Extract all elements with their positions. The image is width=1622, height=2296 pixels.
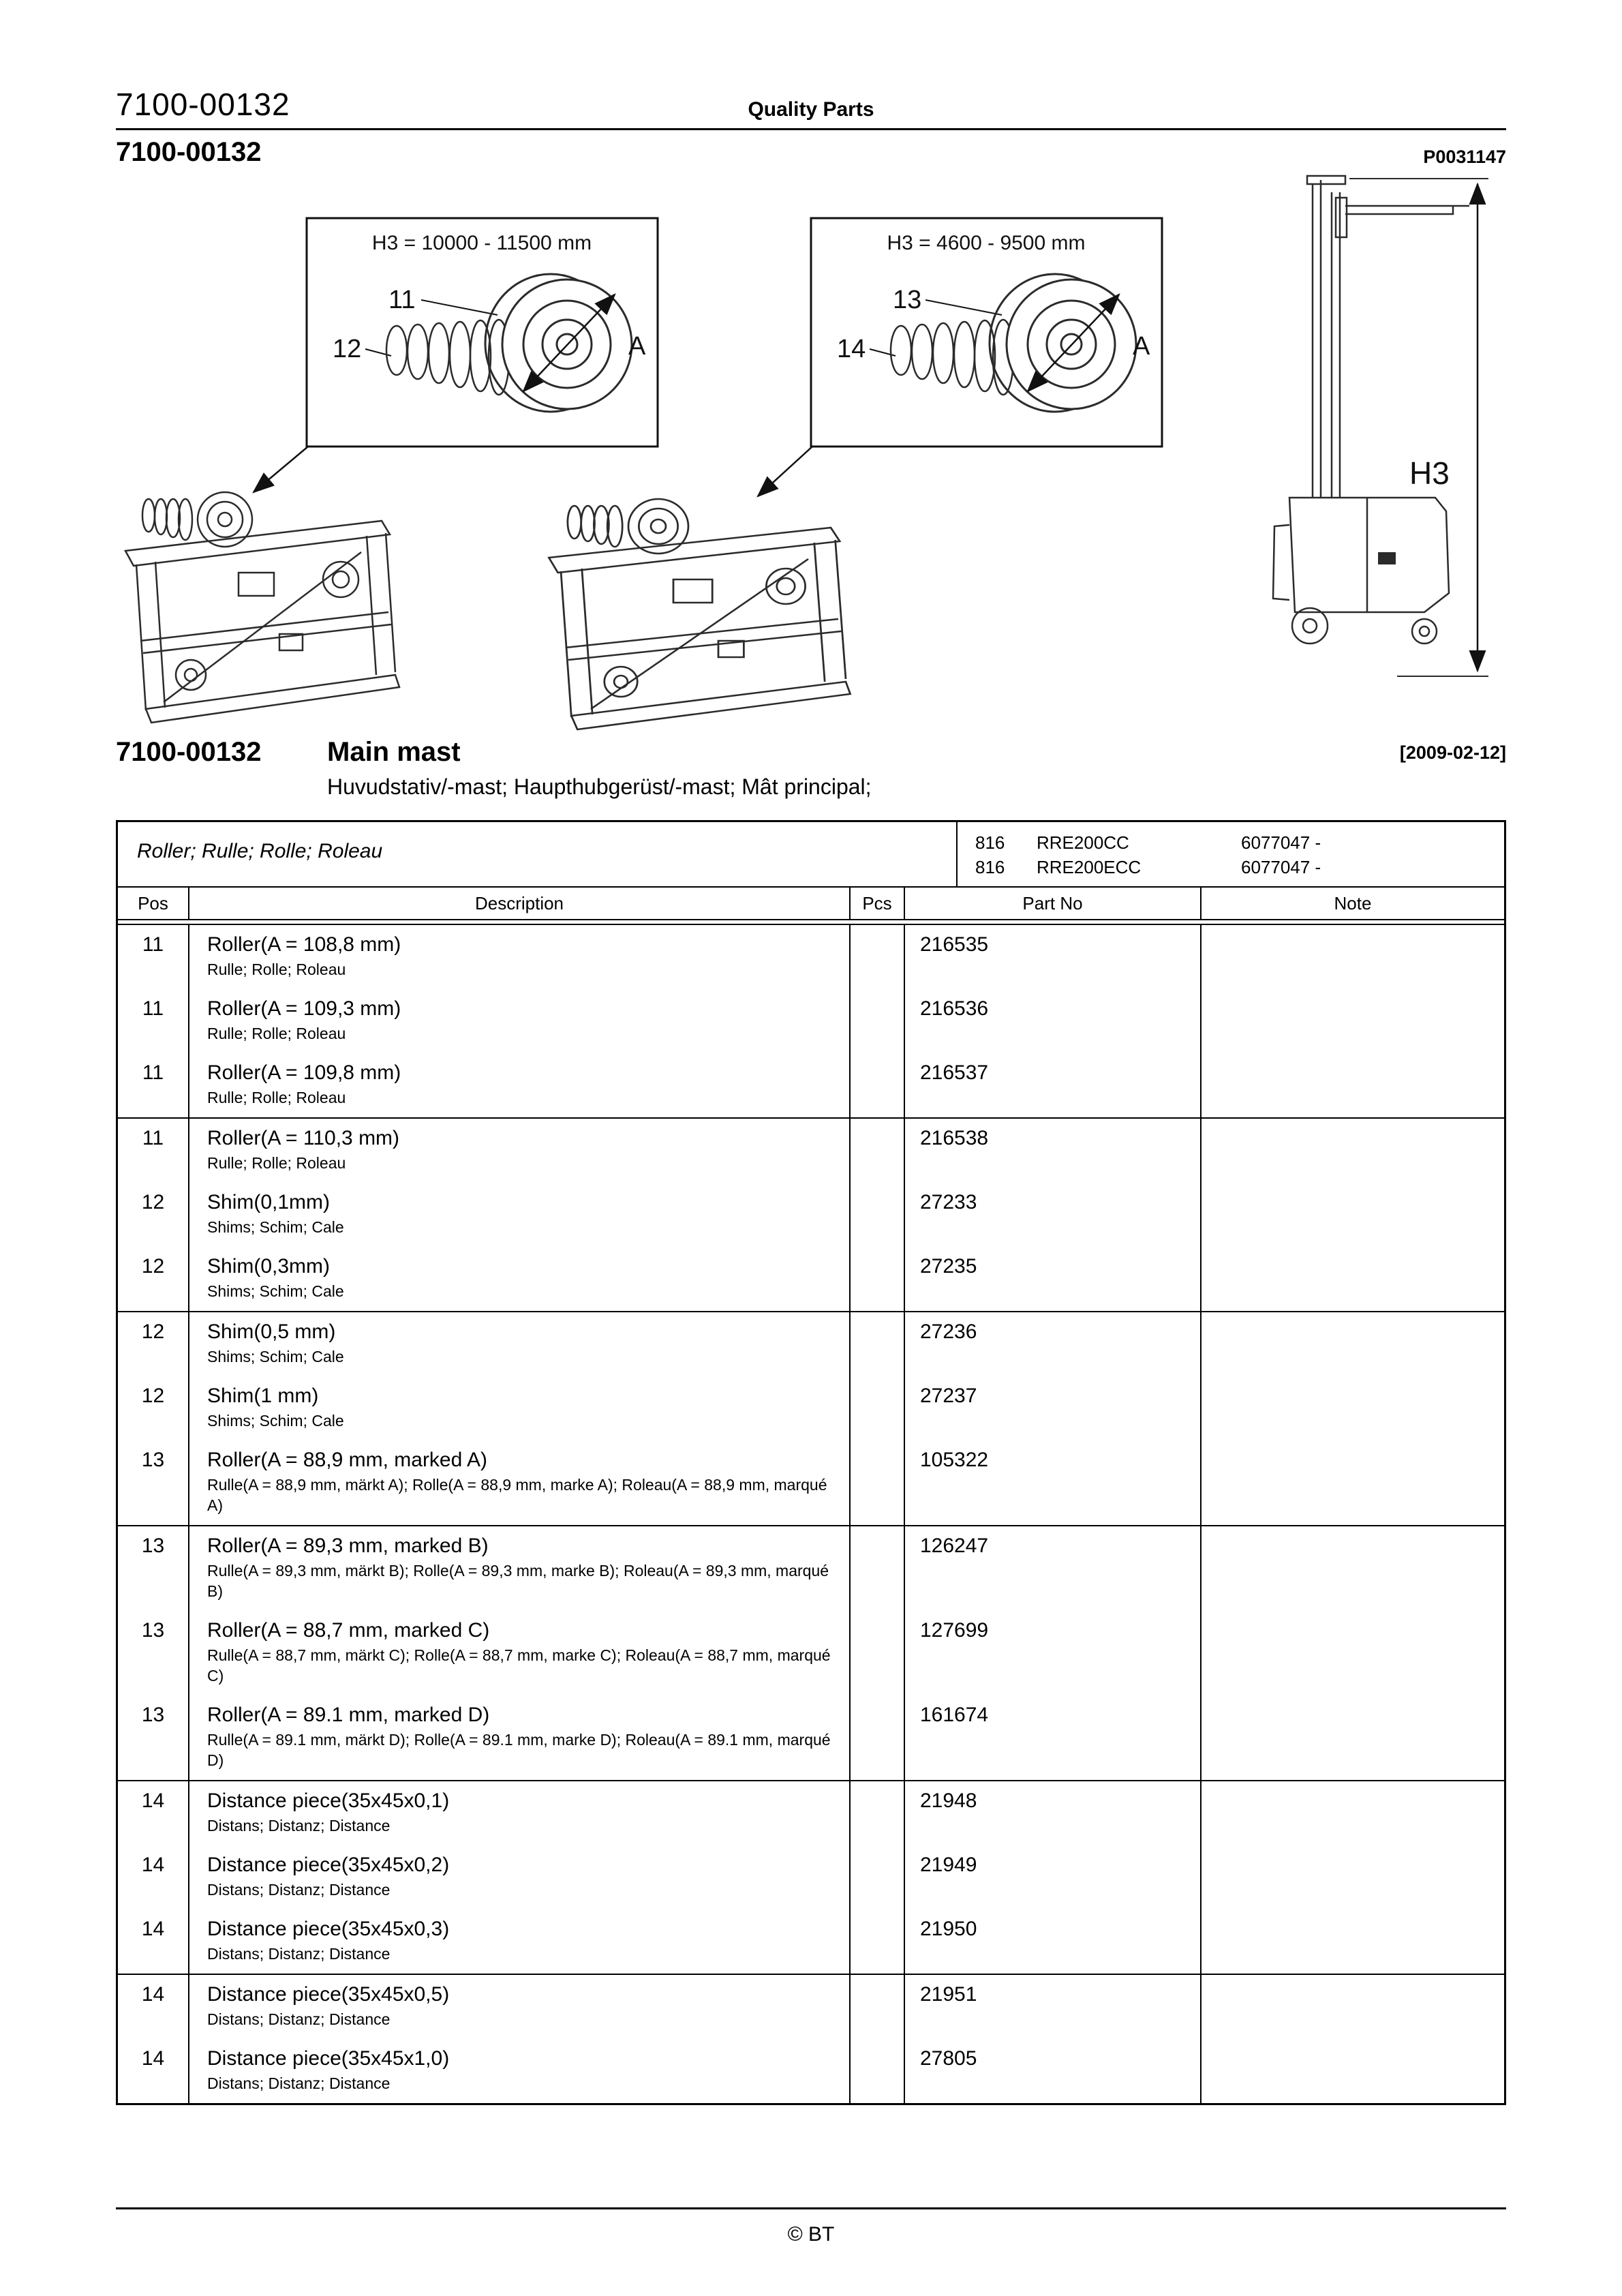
page-title: Main mast: [327, 737, 461, 767]
header-quality-parts: Quality Parts: [748, 98, 874, 121]
description-sub: Rulle(A = 89,3 mm, märkt B); Rolle(A = 89,3 mm, marke B); Roleau(A = 89,3 mm, marqué B): [207, 1562, 829, 1600]
description-cell: [189, 989, 851, 1053]
roller-drawing-11: [485, 274, 632, 412]
pcs-cell: [851, 1611, 905, 1695]
description-cell: [189, 1247, 851, 1311]
model-name: RRE200ECC: [1037, 857, 1142, 877]
pos-cell: 14: [118, 1975, 189, 2039]
description-sub: Rulle(A = 89.1 mm, märkt D); Rolle(A = 89.1 mm, marke D); Roleau(A = 89.1 mm, marqué D): [207, 1731, 831, 1769]
description-sub: Shims; Schim; Cale: [207, 1412, 344, 1430]
partno-cell: 27805: [905, 2039, 1202, 2103]
description-cell: [189, 2039, 851, 2103]
table-body: [118, 925, 1504, 2103]
note-cell: [1202, 925, 1504, 989]
table-row: [118, 1183, 1504, 1247]
partno-cell: 216537: [905, 1053, 1202, 1117]
roller-drawing-13: [990, 274, 1136, 412]
pos-cell: 11: [118, 1119, 189, 1183]
pcs-cell: [851, 1975, 905, 2039]
model-name: RRE200CC: [1037, 832, 1129, 853]
description-sub: Distans; Distanz; Distance: [207, 1817, 391, 1834]
description-sub: Distans; Distanz; Distance: [207, 1881, 391, 1899]
pcs-cell: [851, 1183, 905, 1247]
pos-cell: 11: [118, 989, 189, 1053]
table-row: [118, 1975, 1504, 2039]
shim-stack-drawing: [891, 320, 1013, 395]
pos-cell: 12: [118, 1376, 189, 1440]
pcs-cell: [851, 1440, 905, 1525]
partno-cell: 21951: [905, 1975, 1202, 2039]
header-rule: [116, 128, 1506, 130]
table-row: [118, 2039, 1504, 2103]
table-row: [118, 925, 1504, 989]
description-main: Distance piece(35x45x1,0): [207, 2047, 450, 2070]
description-main: Shim(1 mm): [207, 1385, 319, 1407]
partno-cell: 21948: [905, 1781, 1202, 1845]
description-sub: Distans; Distanz; Distance: [207, 2074, 391, 2092]
note-cell: [1202, 1312, 1504, 1376]
revision-date: [2009-02-12]: [1399, 742, 1506, 763]
pcs-cell: [851, 1247, 905, 1311]
pcs-cell: [851, 1845, 905, 1909]
pcs-cell: [851, 1781, 905, 1845]
description-sub: Rulle; Rolle; Roleau: [207, 961, 346, 978]
inset2-label-roller: 13: [893, 286, 922, 314]
description-sub: Rulle; Rolle; Roleau: [207, 1089, 346, 1106]
note-cell: [1202, 1526, 1504, 1611]
col-partno: Part No: [905, 888, 1202, 919]
pcs-cell: [851, 1526, 905, 1611]
pos-cell: 13: [118, 1526, 189, 1611]
section-code: 7100-00132: [116, 137, 262, 167]
pcs-cell: [851, 1312, 905, 1376]
h3-dimension-label: H3: [1409, 455, 1450, 491]
pos-cell: 13: [118, 1695, 189, 1780]
description-cell: [189, 1526, 851, 1611]
description-sub: Rulle; Rolle; Roleau: [207, 1154, 346, 1172]
description-cell: [189, 1440, 851, 1525]
model-list: [956, 822, 1504, 886]
mast-assembly-1: [125, 492, 399, 723]
description-main: Shim(0,3mm): [207, 1255, 331, 1278]
description-cell: [189, 1376, 851, 1440]
description-cell: [189, 1312, 851, 1376]
table-row: [118, 1845, 1504, 1909]
note-cell: [1202, 989, 1504, 1053]
description-main: Roller(A = 88,9 mm, marked A): [207, 1449, 487, 1471]
column-header-row: [118, 888, 1504, 920]
partno-cell: 21950: [905, 1909, 1202, 1974]
table-row: [118, 1611, 1504, 1695]
doc-number: 7100-00132: [116, 87, 290, 122]
inset2-label-shim: 14: [837, 335, 866, 363]
pos-cell: 14: [118, 1909, 189, 1974]
pcs-cell: [851, 989, 905, 1053]
table-row: [118, 1781, 1504, 1845]
table-row: [118, 1440, 1504, 1526]
note-cell: [1202, 1376, 1504, 1440]
table-row: [118, 1119, 1504, 1183]
pcs-cell: [851, 2039, 905, 2103]
note-cell: [1202, 1440, 1504, 1525]
description-main: Roller(A = 89,3 mm, marked B): [207, 1535, 489, 1557]
description-cell: [189, 1975, 851, 2039]
partno-cell: 216535: [905, 925, 1202, 989]
description-cell: [189, 1053, 851, 1117]
inset1-caption: H3 = 10000 - 11500 mm: [371, 232, 592, 254]
col-pos: Pos: [118, 888, 189, 919]
description-cell: [189, 1695, 851, 1780]
mast-assembly-2: [549, 499, 850, 729]
model-row: [958, 855, 1504, 879]
description-main: Roller(A = 109,8 mm): [207, 1061, 401, 1084]
col-note: Note: [1334, 892, 1372, 913]
description-main: Shim(0,5 mm): [207, 1320, 336, 1343]
page-footer: [116, 2207, 1506, 2246]
description-cell: [189, 1119, 851, 1183]
description-main: Roller(A = 108,8 mm): [207, 933, 401, 956]
description-sub: Distans; Distanz; Distance: [207, 1945, 391, 1963]
page-subtitle: Huvudstativ/-mast; Haupthubgerüst/-mast; Mât principal;: [327, 774, 872, 799]
inset1-dim-label: A: [628, 332, 646, 361]
partno-cell: 105322: [905, 1440, 1202, 1525]
section-row: [116, 137, 1506, 168]
partno-cell: 127699: [905, 1611, 1202, 1695]
description-sub: Shims; Schim; Cale: [207, 1282, 344, 1300]
model-serial: 6077047 -: [1241, 832, 1321, 853]
inset1-label-shim: 12: [333, 335, 362, 363]
model-qty: 816: [975, 857, 1005, 877]
table-row: [118, 1695, 1504, 1781]
parts-table: [116, 820, 1506, 2105]
table-row: [118, 1312, 1504, 1376]
pos-cell: 13: [118, 1611, 189, 1695]
pos-cell: 14: [118, 2039, 189, 2103]
partno-cell: 27237: [905, 1376, 1202, 1440]
description-sub: Rulle(A = 88,7 mm, märkt C); Rolle(A = 88,7 mm, marke C); Roleau(A = 88,7 mm, marqué C): [207, 1646, 831, 1685]
col-pcs: Pcs: [851, 888, 905, 919]
model-serial: 6077047 -: [1241, 857, 1321, 877]
table-row: [118, 1053, 1504, 1119]
table-row: [118, 1909, 1504, 1975]
note-cell: [1202, 1909, 1504, 1974]
pos-cell: 14: [118, 1845, 189, 1909]
inset2-caption: H3 = 4600 - 9500 mm: [887, 232, 1086, 254]
description-sub: Shims; Schim; Cale: [207, 1218, 344, 1236]
description-cell: [189, 1909, 851, 1974]
description-main: Roller(A = 110,3 mm): [207, 1127, 400, 1149]
note-cell: [1202, 1053, 1504, 1117]
description-main: Roller(A = 89.1 mm, marked D): [207, 1704, 490, 1726]
description-cell: [189, 1781, 851, 1845]
note-cell: [1202, 1119, 1504, 1183]
description-cell: [189, 1183, 851, 1247]
forklift-side-view: [1273, 176, 1488, 676]
note-cell: [1202, 1611, 1504, 1695]
note-cell: [1202, 1845, 1504, 1909]
table-head-box: [118, 822, 1504, 888]
page-content: [116, 0, 1506, 2105]
description-main: Shim(0,1mm): [207, 1191, 331, 1213]
pcs-cell: [851, 1119, 905, 1183]
table-row: [118, 989, 1504, 1053]
description-main: Distance piece(35x45x0,2): [207, 1854, 450, 1876]
inset2-dim-label: A: [1133, 332, 1150, 361]
description-cell: [189, 1845, 851, 1909]
model-qty: 816: [975, 832, 1005, 853]
partno-cell: 27236: [905, 1312, 1202, 1376]
pcs-cell: [851, 1695, 905, 1780]
partno-cell: 126247: [905, 1526, 1202, 1611]
partno-cell: 216536: [905, 989, 1202, 1053]
shim-stack-drawing: [386, 320, 509, 395]
partno-cell: 21949: [905, 1845, 1202, 1909]
note-cell: [1202, 1781, 1504, 1845]
table-row: [118, 1526, 1504, 1611]
description-cell: [189, 1611, 851, 1695]
pos-cell: 13: [118, 1440, 189, 1525]
note-cell: [1202, 2039, 1504, 2103]
partno-cell: 27233: [905, 1183, 1202, 1247]
table-row: [118, 1376, 1504, 1440]
pos-cell: 12: [118, 1312, 189, 1376]
description-cell: [189, 925, 851, 989]
inset-box-2: [811, 218, 1162, 447]
description-main: Distance piece(35x45x0,5): [207, 1983, 450, 2006]
double-rule: [118, 920, 1504, 925]
description-sub: Shims; Schim; Cale: [207, 1348, 344, 1365]
partno-cell: 216538: [905, 1119, 1202, 1183]
description-sub: Rulle(A = 88,9 mm, märkt A); Rolle(A = 88,9 mm, marke A); Roleau(A = 88,9 mm, marqué A): [207, 1476, 827, 1514]
group-title: Roller; Rulle; Rolle; Roleau: [137, 840, 383, 862]
pcs-cell: [851, 1376, 905, 1440]
copyright: © BT: [787, 2223, 835, 2246]
masthead: [116, 0, 1506, 123]
description-main: Distance piece(35x45x0,3): [207, 1918, 450, 1940]
inset-box-1: [307, 218, 658, 447]
note-cell: [1202, 1695, 1504, 1780]
pcs-cell: [851, 1909, 905, 1974]
description-main: Roller(A = 109,3 mm): [207, 997, 401, 1020]
pos-cell: 12: [118, 1183, 189, 1247]
note-cell: [1202, 1975, 1504, 2039]
title-code: 7100-00132: [116, 737, 262, 767]
pos-cell: 14: [118, 1781, 189, 1845]
inset1-label-roller: 11: [388, 286, 416, 314]
description-sub: Distans; Distanz; Distance: [207, 2010, 391, 2028]
description-main: Distance piece(35x45x0,1): [207, 1789, 450, 1812]
description-main: Roller(A = 88,7 mm, marked C): [207, 1619, 490, 1642]
note-cell: [1202, 1183, 1504, 1247]
table-row: [118, 1247, 1504, 1312]
title-row: [116, 737, 1506, 768]
figure-reference: P0031147: [1423, 147, 1506, 167]
pos-cell: 12: [118, 1247, 189, 1311]
model-row: [958, 830, 1504, 855]
partno-cell: 27235: [905, 1247, 1202, 1311]
partno-cell: 161674: [905, 1695, 1202, 1780]
technical-figure: [116, 170, 1506, 733]
col-description: Description: [189, 888, 851, 919]
pos-cell: 11: [118, 1053, 189, 1117]
pcs-cell: [851, 925, 905, 989]
pcs-cell: [851, 1053, 905, 1117]
pos-cell: 11: [118, 925, 189, 989]
description-sub: Rulle; Rolle; Roleau: [207, 1025, 346, 1042]
note-cell: [1202, 1247, 1504, 1311]
